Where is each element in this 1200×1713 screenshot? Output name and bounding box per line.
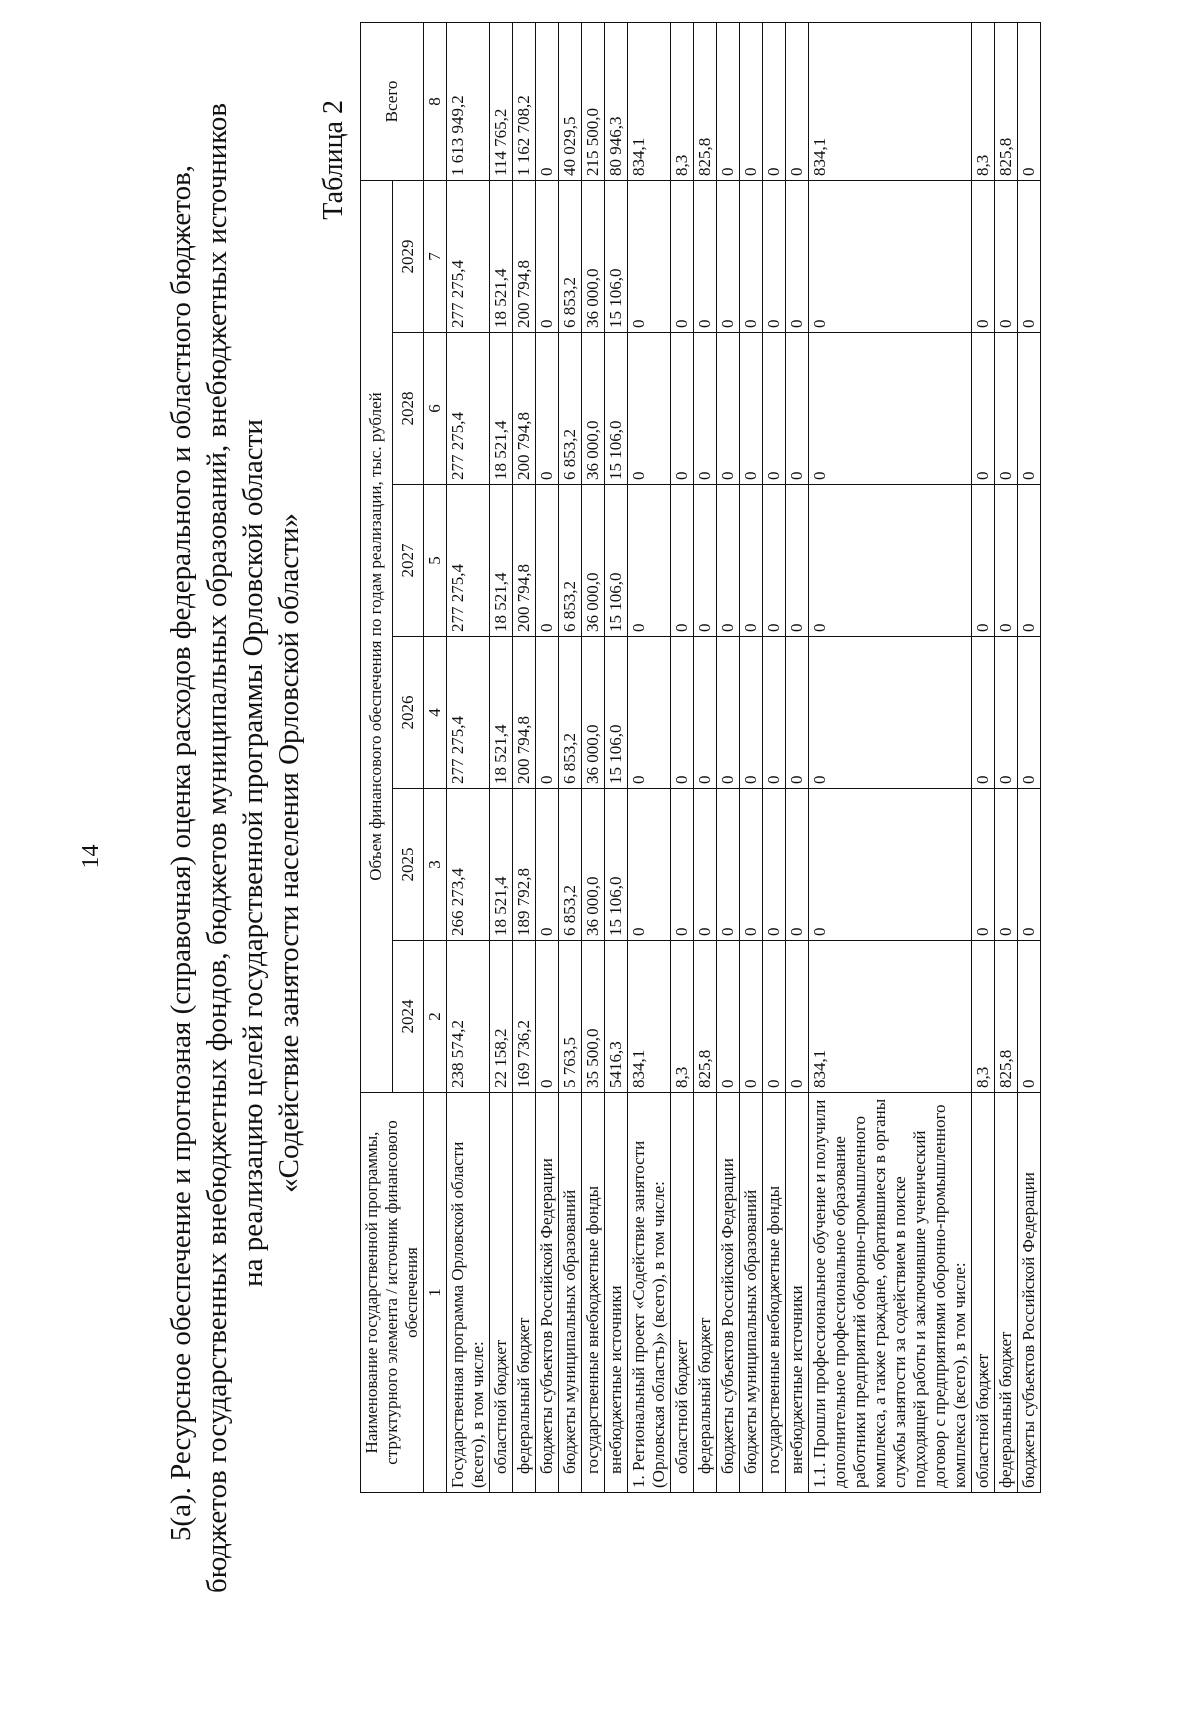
- heading-line-1: 5(а). Ресурсное обеспечение и прогнозная (справочная) оценка расходов федерального и областного бюджетов,: [165, 164, 197, 1542]
- heading-line-4: «Содействие занятости населения Орловской области»: [273, 513, 305, 1193]
- row-year-value: 35 500,0: [582, 941, 605, 1093]
- table-row: [536, 22, 559, 1492]
- row-year-value: 0: [694, 637, 717, 789]
- row-year-value: 0: [717, 941, 740, 1093]
- row-year-value: 0: [717, 485, 740, 637]
- row-year-value: 0: [536, 485, 559, 637]
- row-year-value: 0: [763, 789, 786, 941]
- row-name: областной бюджет: [972, 1093, 995, 1493]
- row-total-value: 8,3: [671, 22, 694, 180]
- header-total: Всего: [361, 22, 424, 180]
- row-year-value: 0: [809, 789, 972, 941]
- row-year-value: 0: [536, 637, 559, 789]
- row-year-value: 0: [536, 941, 559, 1093]
- column-index: 2: [424, 941, 447, 1093]
- row-year-value: 0: [1018, 333, 1041, 485]
- row-total-value: 0: [1018, 22, 1041, 180]
- row-year-value: 0: [1018, 485, 1041, 637]
- row-name: федеральный бюджет: [513, 1093, 536, 1493]
- row-year-value: 0: [671, 637, 694, 789]
- row-total-value: 0: [536, 22, 559, 180]
- table-row: [972, 22, 995, 1492]
- row-year-value: 15 106,0: [605, 789, 628, 941]
- row-year-value: 6 853,2: [559, 485, 582, 637]
- row-year-value: 0: [995, 789, 1018, 941]
- row-year-value: 8,3: [671, 941, 694, 1093]
- table-row: [490, 22, 513, 1492]
- row-year-value: 0: [536, 333, 559, 485]
- row-year-value: 0: [995, 333, 1018, 485]
- table-label: Таблица 2: [318, 100, 349, 220]
- row-year-value: 8,3: [972, 941, 995, 1093]
- row-year-value: 36 000,0: [582, 637, 605, 789]
- row-year-value: 0: [972, 789, 995, 941]
- column-index: 4: [424, 637, 447, 789]
- row-year-value: 277 275,4: [447, 637, 490, 789]
- table-row: [694, 22, 717, 1492]
- row-year-value: 200 794,8: [513, 637, 536, 789]
- row-year-value: 266 273,4: [447, 789, 490, 941]
- row-year-value: 0: [628, 485, 671, 637]
- row-year-value: 0: [1018, 180, 1041, 332]
- row-total-value: 114 765,2: [490, 22, 513, 180]
- column-index: 7: [424, 180, 447, 332]
- row-year-value: 0: [628, 180, 671, 332]
- row-year-value: 0: [786, 180, 809, 332]
- row-name: внебюджетные источники: [605, 1093, 628, 1493]
- table-row: [671, 22, 694, 1492]
- row-year-value: 0: [786, 637, 809, 789]
- row-name: 1.1. Прошли профессиональное обучение и получили дополнительное профессиональное образование работники предприятий оборонно-промышленного комплекса, а также граждане, обратившиеся в органы службы занятости за содействием в поиске подходящей работы и заключившие ученический договор с предприятиями оборонно-промышленного комплекса (всего), в том числе:: [809, 1093, 972, 1493]
- table-wrapper: [360, 23, 1041, 1493]
- row-year-value: 5416,3: [605, 941, 628, 1093]
- row-year-value: 0: [628, 637, 671, 789]
- row-year-value: 238 574,2: [447, 941, 490, 1093]
- row-year-value: 0: [809, 333, 972, 485]
- row-year-value: 0: [671, 789, 694, 941]
- table-row: [809, 22, 972, 1492]
- row-year-value: 825,8: [694, 941, 717, 1093]
- row-year-value: 15 106,0: [605, 485, 628, 637]
- row-total-value: 0: [740, 22, 763, 180]
- header-year: 2025: [392, 789, 424, 941]
- header-year: 2029: [392, 180, 424, 332]
- row-total-value: 825,8: [694, 22, 717, 180]
- header-year: 2026: [392, 637, 424, 789]
- row-year-value: 0: [740, 941, 763, 1093]
- column-index: 3: [424, 789, 447, 941]
- row-name: бюджеты субъектов Российской Федерации: [1018, 1093, 1041, 1493]
- row-year-value: 0: [972, 637, 995, 789]
- row-total-value: 40 029,5: [559, 22, 582, 180]
- row-year-value: 169 736,2: [513, 941, 536, 1093]
- table-row: [628, 22, 671, 1492]
- column-index-row: [424, 22, 447, 1492]
- row-year-value: 0: [740, 485, 763, 637]
- row-year-value: 22 158,2: [490, 941, 513, 1093]
- header-year: 2027: [392, 485, 424, 637]
- row-total-value: 825,8: [995, 22, 1018, 180]
- row-name: 1. Региональный проект «Содействие занятости (Орловская область)» (всего), в том числе:: [628, 1093, 671, 1493]
- row-year-value: 0: [628, 333, 671, 485]
- row-year-value: 189 792,8: [513, 789, 536, 941]
- budget-table: [360, 22, 1041, 1493]
- row-total-value: 0: [786, 22, 809, 180]
- row-year-value: 6 853,2: [559, 333, 582, 485]
- column-index: 8: [424, 22, 447, 180]
- row-year-value: 0: [972, 333, 995, 485]
- row-year-value: 0: [740, 180, 763, 332]
- header-year: 2028: [392, 333, 424, 485]
- table-body: [424, 22, 1041, 1492]
- row-year-value: 200 794,8: [513, 180, 536, 332]
- row-year-value: 0: [763, 333, 786, 485]
- table-row: [786, 22, 809, 1492]
- row-total-value: 1 162 708,2: [513, 22, 536, 180]
- row-year-value: 277 275,4: [447, 333, 490, 485]
- row-year-value: 277 275,4: [447, 180, 490, 332]
- heading-line-3: на реализацию целей государственной программы Орловской области: [237, 419, 269, 1287]
- row-year-value: 18 521,4: [490, 789, 513, 941]
- row-year-value: 36 000,0: [582, 485, 605, 637]
- table-row: [1018, 22, 1041, 1492]
- row-name: бюджеты субъектов Российской Федерации: [717, 1093, 740, 1493]
- table-row: [763, 22, 786, 1492]
- table-row: [717, 22, 740, 1492]
- row-total-value: 834,1: [628, 22, 671, 180]
- row-year-value: 0: [1018, 941, 1041, 1093]
- row-total-value: 80 946,3: [605, 22, 628, 180]
- column-index: 6: [424, 333, 447, 485]
- row-year-value: 18 521,4: [490, 637, 513, 789]
- header-funding-group: Объем финансового обеспечения по годам реализации, тыс. рублей: [361, 180, 393, 1092]
- row-year-value: 0: [628, 789, 671, 941]
- row-total-value: 834,1: [809, 22, 972, 180]
- table-row: [740, 22, 763, 1492]
- row-total-value: 0: [763, 22, 786, 180]
- row-name: бюджеты муниципальных образований: [559, 1093, 582, 1493]
- row-name: бюджеты муниципальных образований: [740, 1093, 763, 1493]
- row-year-value: 200 794,8: [513, 333, 536, 485]
- table-row: [513, 22, 536, 1492]
- row-name: государственные внебюджетные фонды: [582, 1093, 605, 1493]
- row-year-value: 0: [995, 485, 1018, 637]
- row-name: Государственная программа Орловской области (всего), в том числе:: [447, 1093, 490, 1493]
- row-total-value: 8,3: [972, 22, 995, 180]
- row-year-value: 0: [717, 789, 740, 941]
- row-year-value: 0: [694, 333, 717, 485]
- row-year-value: 0: [717, 180, 740, 332]
- header-year: 2024: [392, 941, 424, 1093]
- row-year-value: 0: [671, 333, 694, 485]
- row-year-value: 18 521,4: [490, 485, 513, 637]
- table-row: [559, 22, 582, 1492]
- row-year-value: 834,1: [809, 941, 972, 1093]
- row-year-value: 36 000,0: [582, 333, 605, 485]
- table-row: [582, 22, 605, 1492]
- row-year-value: 0: [995, 637, 1018, 789]
- header-name-cell: Наименование государственной программы, структурного элемента / источник финансового обеспечения: [361, 1093, 424, 1493]
- column-index: 5: [424, 485, 447, 637]
- row-year-value: 0: [694, 180, 717, 332]
- row-year-value: 0: [763, 180, 786, 332]
- row-year-value: 0: [786, 485, 809, 637]
- row-name: областной бюджет: [671, 1093, 694, 1493]
- row-year-value: 0: [786, 789, 809, 941]
- row-year-value: 0: [740, 637, 763, 789]
- row-year-value: 0: [717, 333, 740, 485]
- row-year-value: 15 106,0: [605, 637, 628, 789]
- row-year-value: 825,8: [995, 941, 1018, 1093]
- row-name: бюджеты субъектов Российской Федерации: [536, 1093, 559, 1493]
- row-year-value: 18 521,4: [490, 180, 513, 332]
- row-year-value: 834,1: [628, 941, 671, 1093]
- row-year-value: 0: [694, 789, 717, 941]
- heading-line-2: бюджетов государственных внебюджетных фондов, бюджетов муниципальных образований, внебюджетных источников: [201, 102, 233, 1593]
- table-row: [605, 22, 628, 1492]
- row-year-value: 0: [763, 637, 786, 789]
- row-year-value: 0: [995, 180, 1018, 332]
- document-heading: [163, 102, 307, 1593]
- row-year-value: 0: [740, 789, 763, 941]
- row-year-value: 0: [972, 485, 995, 637]
- row-year-value: 0: [809, 637, 972, 789]
- table-row: [447, 22, 490, 1492]
- row-year-value: 0: [972, 180, 995, 332]
- row-total-value: 0: [717, 22, 740, 180]
- row-year-value: 0: [763, 485, 786, 637]
- row-name: федеральный бюджет: [995, 1093, 1018, 1493]
- row-year-value: 0: [786, 941, 809, 1093]
- page-number: 14: [78, 844, 104, 869]
- row-year-value: 6 853,2: [559, 637, 582, 789]
- row-name: федеральный бюджет: [694, 1093, 717, 1493]
- row-year-value: 15 106,0: [605, 180, 628, 332]
- row-year-value: 0: [717, 637, 740, 789]
- row-year-value: 0: [671, 180, 694, 332]
- row-year-value: 277 275,4: [447, 485, 490, 637]
- row-total-value: 215 500,0: [582, 22, 605, 180]
- row-year-value: 0: [740, 333, 763, 485]
- row-year-value: 0: [763, 941, 786, 1093]
- row-year-value: 36 000,0: [582, 789, 605, 941]
- row-total-value: 1 613 949,2: [447, 22, 490, 180]
- column-index: 1: [424, 1093, 447, 1493]
- row-year-value: 5 763,5: [559, 941, 582, 1093]
- row-year-value: 0: [809, 485, 972, 637]
- row-year-value: 0: [694, 485, 717, 637]
- row-year-value: 6 853,2: [559, 180, 582, 332]
- row-year-value: 6 853,2: [559, 789, 582, 941]
- row-year-value: 0: [1018, 637, 1041, 789]
- table-row: [995, 22, 1018, 1492]
- row-year-value: 36 000,0: [582, 180, 605, 332]
- row-year-value: 0: [671, 485, 694, 637]
- row-year-value: 0: [809, 180, 972, 332]
- row-year-value: 200 794,8: [513, 485, 536, 637]
- row-year-value: 0: [786, 333, 809, 485]
- row-year-value: 15 106,0: [605, 333, 628, 485]
- row-name: областной бюджет: [490, 1093, 513, 1493]
- row-year-value: 0: [536, 789, 559, 941]
- row-name: внебюджетные источники: [786, 1093, 809, 1493]
- row-year-value: 0: [536, 180, 559, 332]
- row-year-value: 18 521,4: [490, 333, 513, 485]
- row-year-value: 0: [1018, 789, 1041, 941]
- row-name: государственные внебюджетные фонды: [763, 1093, 786, 1493]
